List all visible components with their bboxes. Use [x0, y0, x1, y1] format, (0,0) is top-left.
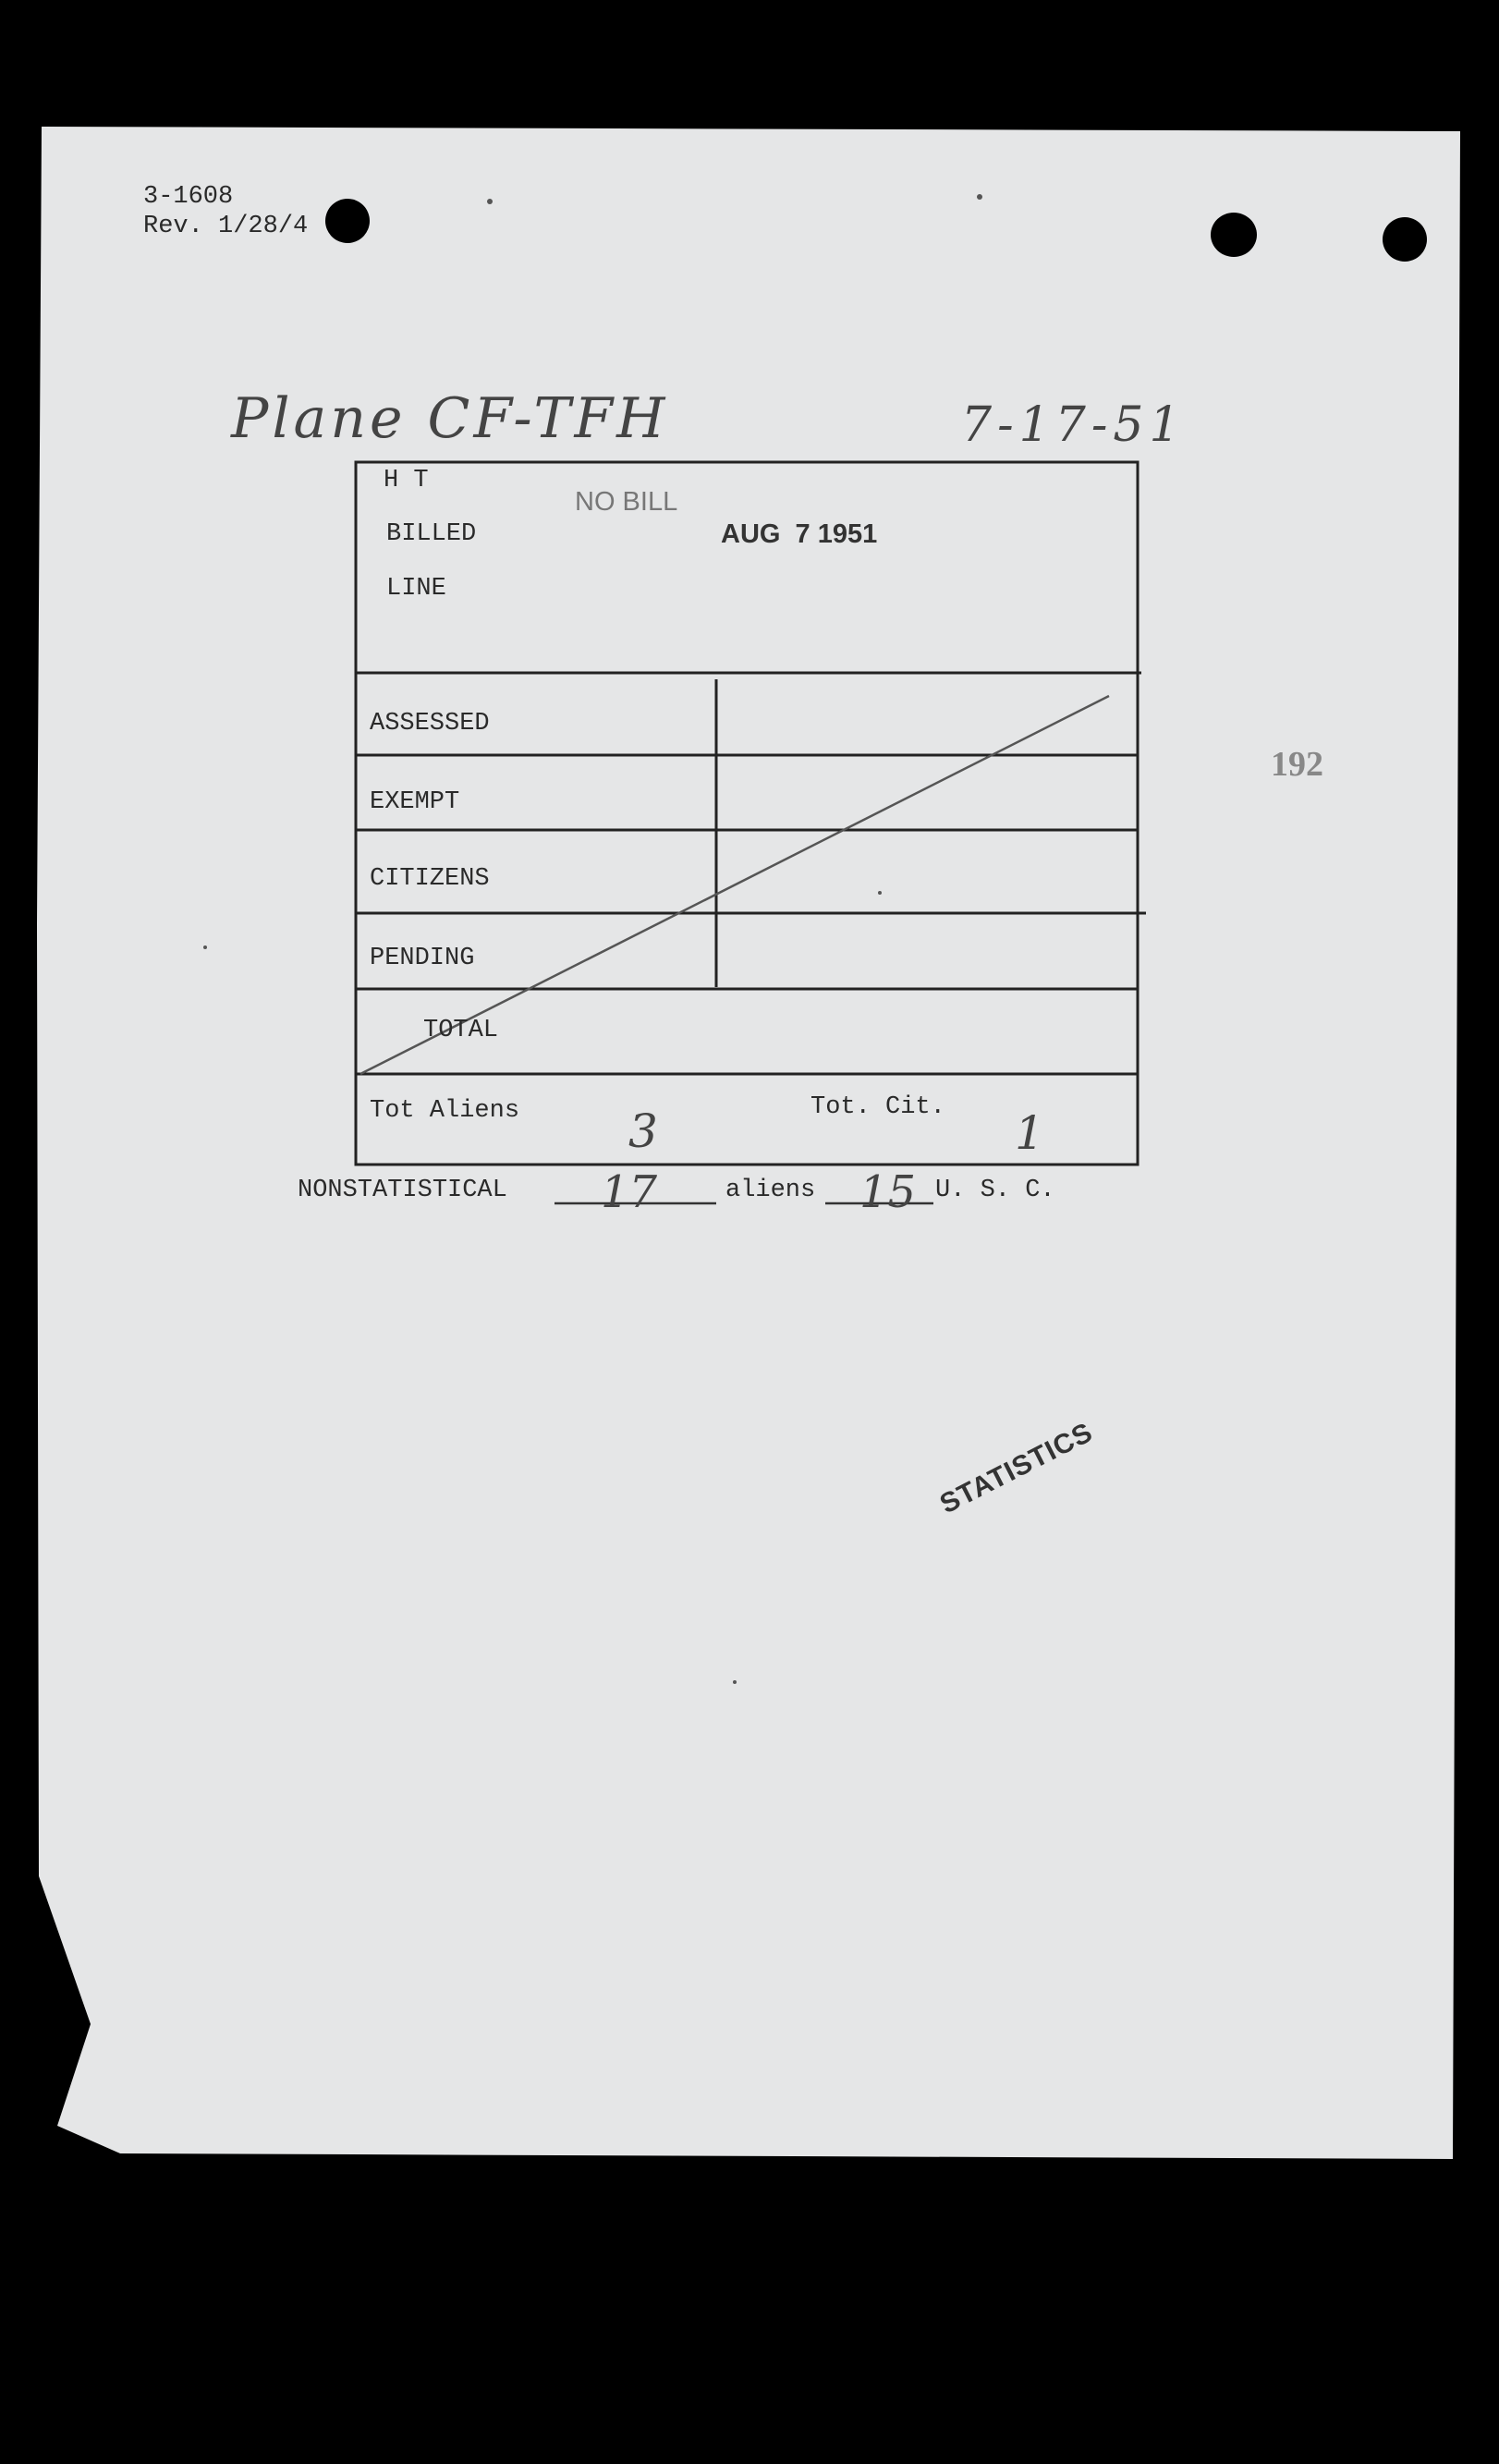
form-revision: Rev. 1/28/4	[143, 213, 309, 240]
row-label-citizens: CITIZENS	[370, 865, 490, 893]
no-bill-stamp: NO BILL	[575, 487, 678, 517]
usc-label: U. S. C.	[935, 1177, 1055, 1204]
row-label-exempt: EXEMPT	[370, 788, 460, 816]
tot-cit-value: 1	[1015, 1106, 1044, 1160]
page-number-stamp: 192	[1271, 745, 1323, 784]
ht-label: H T	[384, 467, 429, 494]
billed-label: BILLED	[386, 520, 477, 548]
nonstat-aliens-value: 17	[601, 1166, 658, 1218]
line-label: LINE	[386, 575, 446, 603]
tot-aliens-value: 3	[628, 1104, 658, 1158]
aliens-label: aliens	[725, 1177, 816, 1204]
date-stamp: AUG 7 1951	[721, 519, 878, 549]
row-label-pending: PENDING	[370, 945, 475, 972]
total-label: TOTAL	[423, 1017, 499, 1044]
row-label-assessed: ASSESSED	[370, 710, 490, 738]
form-number: 3-1608	[143, 183, 234, 211]
nonstatistical-label: NONSTATISTICAL	[298, 1177, 507, 1204]
tot-aliens-label: Tot Aliens	[370, 1097, 520, 1125]
plane-handwritten: Plane CF-TFH	[231, 386, 669, 451]
date-handwritten: 7-17-51	[961, 397, 1186, 453]
tot-cit-label: Tot. Cit.	[810, 1093, 945, 1121]
nonstat-usc-value: 15	[859, 1166, 917, 1218]
statistics-stamp: STATISTICS	[935, 1417, 1098, 1520]
